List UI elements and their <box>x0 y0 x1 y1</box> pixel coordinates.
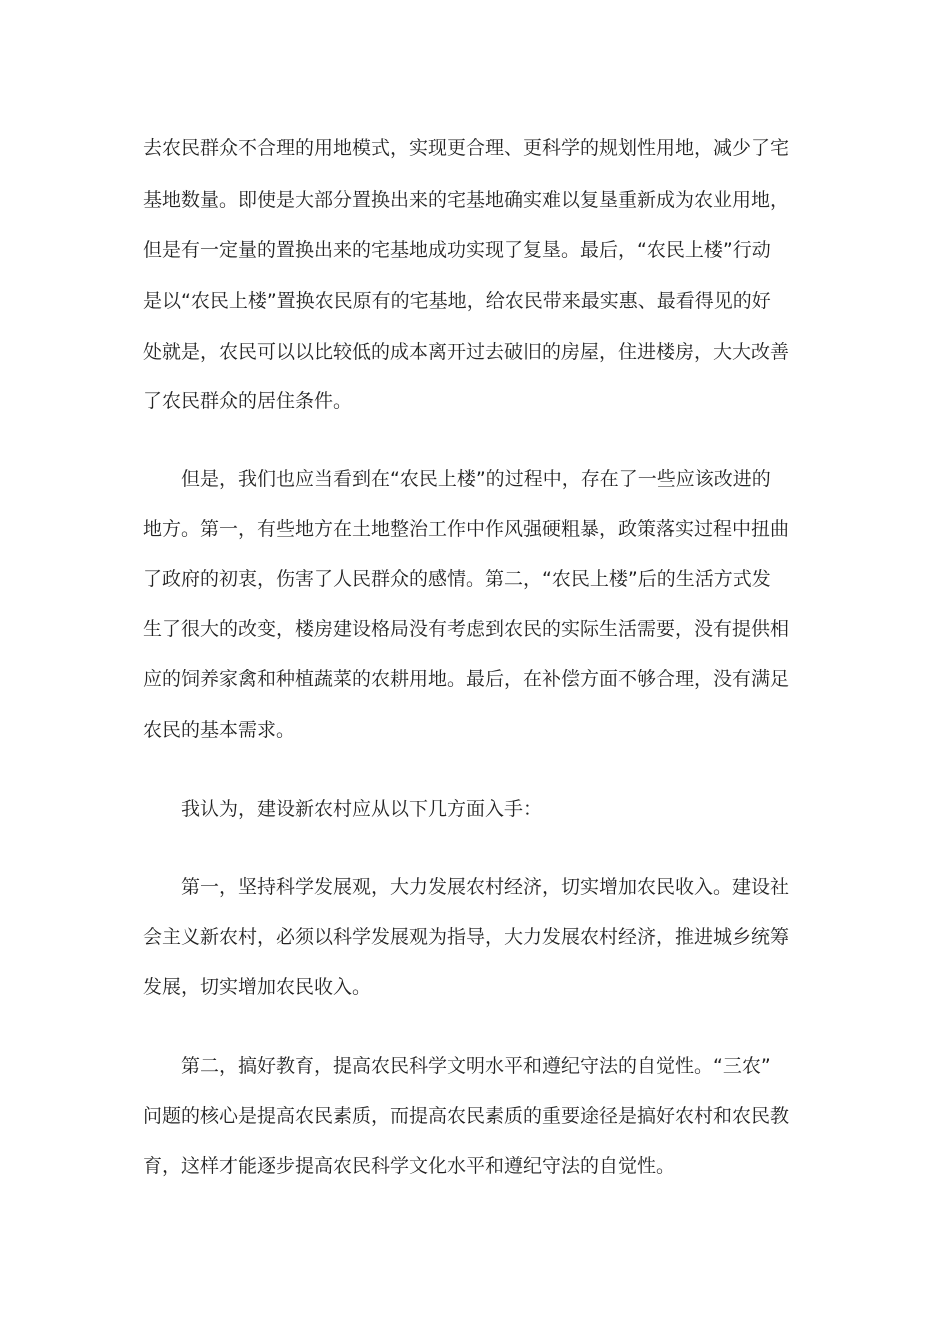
paragraph-1-line-6: 了农民群众的居住条件。 <box>143 390 353 412</box>
paragraph-1-line-4: 是以“农民上楼”置换农民原有的宅基地，给农民带来最实惠、最看得见的好 <box>143 290 771 312</box>
paragraph-2-line-5: 应的饲养家禽和种植蔬菜的农耕用地。最后，在补偿方面不够合理，没有满足 <box>143 668 790 690</box>
paragraph-2-line-3: 了政府的初衷，伤害了人民群众的感情。第二，“农民上楼”后的生活方式发 <box>143 568 771 590</box>
paragraph-4-line-2: 会主义新农村，必须以科学发展观为指导，大力发展农村经济，推进城乡统筹 <box>143 926 790 948</box>
paragraph-2-line-6: 农民的基本需求。 <box>143 719 296 741</box>
paragraph-1-line-5: 处就是，农民可以以比较低的成本离开过去破旧的房屋，住进楼房，大大改善 <box>143 341 790 363</box>
paragraph-2-line-4: 生了很大的改变，楼房建设格局没有考虑到农民的实际生活需要，没有提供相 <box>143 618 790 640</box>
paragraph-2-line-2: 地方。第一，有些地方在土地整治工作中作风强硬粗暴，政策落实过程中扭曲 <box>143 518 790 540</box>
paragraph-2-line-1: 但是，我们也应当看到在“农民上楼”的过程中，存在了一些应该改进的 <box>181 468 771 490</box>
paragraph-5-line-1: 第二，搞好教育，提高农民科学文明水平和遵纪守法的自觉性。“三农” <box>181 1055 771 1077</box>
paragraph-1-line-3: 但是有一定量的置换出来的宅基地成功实现了复垦。最后，“农民上楼”行动 <box>143 239 771 261</box>
paragraph-4-line-1: 第一，坚持科学发展观，大力发展农村经济，切实增加农民收入。建设社 <box>181 876 790 898</box>
paragraph-1-line-1: 去农民群众不合理的用地模式，实现更合理、更科学的规划性用地，减少了宅 <box>143 137 790 159</box>
paragraph-1-line-2: 基地数量。即使是大部分置换出来的宅基地确实难以复垦重新成为农业用地， <box>143 189 790 211</box>
paragraph-5-line-2: 问题的核心是提高农民素质，而提高农民素质的重要途径是搞好农村和农民教 <box>143 1105 790 1127</box>
paragraph-3-line-1: 我认为，建设新农村应从以下几方面入手： <box>181 798 543 820</box>
paragraph-4-line-3: 发展，切实增加农民收入。 <box>143 976 372 998</box>
paragraph-5-line-3: 育，这样才能逐步提高农民科学文化水平和遵纪守法的自觉性。 <box>143 1155 676 1177</box>
